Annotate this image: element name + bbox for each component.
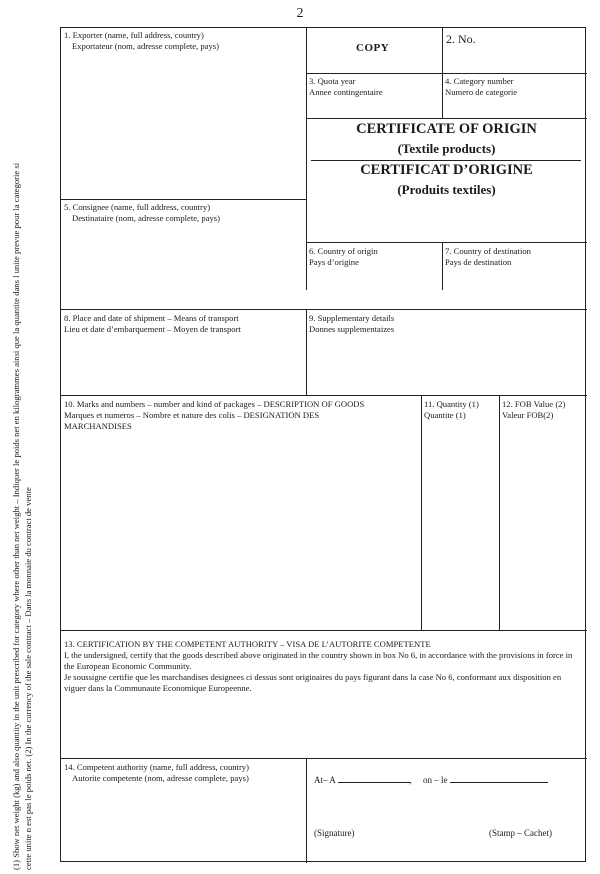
page-number: 2 <box>296 6 304 21</box>
box-supplementary-sublabel: Donnes supplementaizes <box>309 324 395 334</box>
box-competent-authority-label: 14. Competent authority (name, full address, country) <box>64 762 249 772</box>
certificate-subtitle-en: (Textile products) <box>397 141 496 156</box>
divider-h-box10 <box>61 395 587 396</box>
box-category-number-sublabel: Numero de categorie <box>445 87 518 97</box>
divider-h-cert-mid <box>311 160 581 161</box>
divider-h-box14 <box>61 758 587 759</box>
box-quota-year[interactable] <box>309 76 439 98</box>
certificate-title-fr: CERTIFICAT D’ORIGINE <box>360 162 533 178</box>
box-country-origin-label: 6. Country of origin <box>309 246 378 256</box>
certification-heading: 13. CERTIFICATION BY THE COMPETENT AUTHORITY – VISA DE L’AUTORITE COMPETENTE <box>64 639 431 649</box>
date-field[interactable] <box>423 774 548 785</box>
box-country-origin-sublabel: Pays d’origine <box>309 257 359 267</box>
box-exporter-label: 1. Exporter (name, full address, country) <box>64 30 204 40</box>
box-certification <box>64 639 582 694</box>
box-shipment[interactable] <box>64 313 304 335</box>
box-country-origin[interactable] <box>309 246 439 268</box>
divider-h-cert <box>306 118 587 119</box>
box-fob-value-label: 12. FOB Value (2) <box>502 399 566 409</box>
box-description-sublabel-2: MARCHANDISES <box>64 421 132 431</box>
box-quota-year-sublabel: Annee contingentaire <box>309 87 383 97</box>
place-blank[interactable] <box>338 774 410 783</box>
signature-label: (Signature) <box>314 828 355 838</box>
box-number-label: 2. No. <box>446 32 476 46</box>
box-quantity-label: 11. Quantity (1) <box>424 399 479 409</box>
divider-v-left-top <box>306 28 307 290</box>
box-shipment-sublabel: Lieu et date d’embarquement – Moyen de transport <box>64 324 241 334</box>
box-exporter[interactable] <box>64 30 304 52</box>
divider-v-box9 <box>306 309 307 395</box>
box-category-number-label: 4. Category number <box>445 76 514 86</box>
box-consignee-sublabel: Destinataire (nom, adresse complete, pays) <box>72 213 220 223</box>
stamp-label: (Stamp – Cachet) <box>489 828 552 838</box>
divider-v-box7 <box>442 242 443 290</box>
divider-h-box8 <box>61 309 587 310</box>
box-fob-value-sublabel: Valeur FOB(2) <box>502 410 554 420</box>
divider-h-box3 <box>306 73 587 74</box>
box-consignee-label: 5. Consignee (name, full address, country) <box>64 202 211 212</box>
box-description-label: 10. Marks and numbers – number and kind of packages – DESCRIPTION OF GOODS <box>64 399 365 409</box>
certificate-title-en: CERTIFICATE OF ORIGIN <box>356 121 537 137</box>
divider-h-box6 <box>306 242 587 243</box>
place-label: At– A <box>314 775 336 785</box>
box-consignee[interactable] <box>64 202 304 224</box>
footnote-line-1: (1) Show net weight (kg) and also quantity in the unit prescribed for category where other than net weight – Indiquer le poids net en kilogrammes ainsi que la quantite dans l unite prevue pour la categorie si <box>11 162 21 870</box>
box-country-destination-label: 7. Country of destination <box>445 246 531 256</box>
box-country-destination[interactable] <box>445 246 585 268</box>
footnote-vertical <box>10 30 34 870</box>
divider-h-box5 <box>61 199 306 200</box>
place-field[interactable]: At– A , <box>314 775 412 785</box>
divider-v-box11 <box>421 395 422 630</box>
certification-text-en: I, the undersigned, certify that the goods described above originated in the country shown in box No 6, in accordance with the provisions in force in the European Economic Community. <box>64 650 573 671</box>
box-quota-year-label: 3. Quota year <box>309 76 356 86</box>
box-description-sublabel: Marques et numeros – Nombre et nature des colis – DESIGNATION DES <box>64 410 320 420</box>
certificate-subtitle-fr: (Produits textiles) <box>397 182 496 197</box>
box-quantity-sublabel: Quantite (1) <box>424 410 466 420</box>
box-exporter-sublabel: Exportateur (nom, adresse complete, pays) <box>72 41 219 51</box>
box-quantity[interactable] <box>424 399 498 421</box>
box-category-number[interactable] <box>445 76 585 98</box>
box-supplementary-label: 9. Supplementary details <box>309 313 395 323</box>
divider-h-box13 <box>61 630 587 631</box>
box-fob-value[interactable] <box>502 399 586 421</box>
box-competent-authority[interactable] <box>64 762 304 784</box>
box-shipment-label: 8. Place and date of shipment – Means of transport <box>64 313 239 323</box>
box-supplementary[interactable] <box>309 313 584 335</box>
divider-v-box4 <box>442 73 443 118</box>
box-country-destination-sublabel: Pays de destination <box>445 257 512 267</box>
footnote-line-2: cette unite n est pas le poids net. (2) In the currency of the sale contract – Dans la monnaie du contract de vente <box>23 487 33 870</box>
certificate-form <box>60 27 586 862</box>
box-competent-authority-sublabel: Autorite competente (nom, adresse complete, pays) <box>72 773 249 783</box>
date-blank[interactable] <box>450 774 548 783</box>
copy-label: COPY <box>356 42 390 54</box>
divider-v-box12 <box>499 395 500 630</box>
certification-text-fr: Je soussigne certifie que les marchandises designees ci dessus sont originaires du pays figurant dans la case No 6, conformant aux disposition en viguer dans la Communaute Economique Europeenne. <box>64 672 562 693</box>
divider-v-box14 <box>306 758 307 863</box>
date-label: on – le <box>423 775 448 785</box>
box-description[interactable] <box>64 399 419 432</box>
